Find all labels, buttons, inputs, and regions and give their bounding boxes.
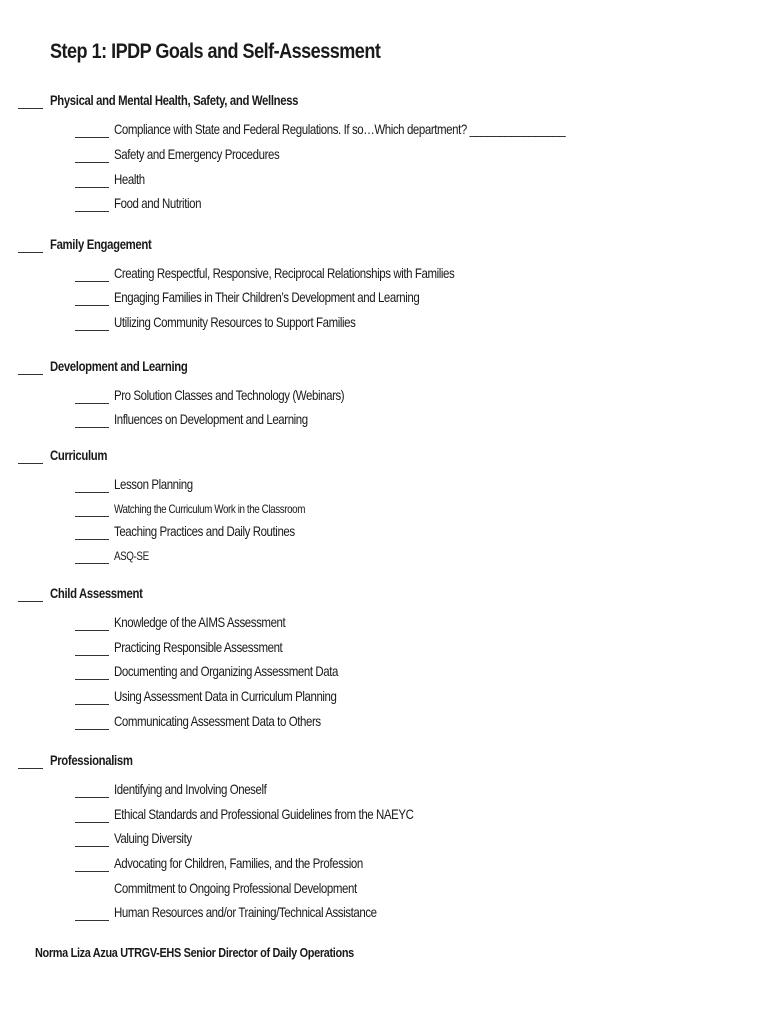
item-checkbox-line[interactable] <box>75 403 109 404</box>
item-label: Watching the Curriculum Work in the Classroom <box>114 502 305 516</box>
section-checkbox-line[interactable] <box>18 463 43 464</box>
section-checkbox-line[interactable] <box>18 601 43 602</box>
item-checkbox-line[interactable] <box>75 162 109 163</box>
section-title: Curriculum <box>50 448 108 463</box>
item-checkbox-line[interactable] <box>75 305 109 306</box>
item-label: Practicing Responsible Assessment <box>114 639 283 655</box>
item-checkbox-line[interactable] <box>75 539 109 540</box>
footer-credit: Norma Liza Azua UTRGV-EHS Senior Director of Daily Operations <box>35 945 354 960</box>
section-checkbox-line[interactable] <box>18 768 43 769</box>
item-checkbox-line[interactable] <box>75 427 109 428</box>
item-checkbox-line[interactable] <box>75 797 109 798</box>
item-label: Teaching Practices and Daily Routines <box>114 523 295 539</box>
item-checkbox-line[interactable] <box>75 281 109 282</box>
item-label: Influences on Development and Learning <box>114 411 308 427</box>
item-label: Identifying and Involving Oneself <box>114 781 267 797</box>
section-checkbox-line[interactable] <box>18 374 43 375</box>
item-checkbox-line[interactable] <box>75 330 109 331</box>
item-label: Documenting and Organizing Assessment Data <box>114 663 339 679</box>
item-label: Lesson Planning <box>114 476 193 492</box>
item-checkbox-line[interactable] <box>75 563 109 564</box>
item-checkbox-line[interactable] <box>75 492 109 493</box>
item-checkbox-line[interactable] <box>75 704 109 705</box>
item-checkbox-line[interactable] <box>75 137 109 138</box>
item-checkbox-line[interactable] <box>75 920 109 921</box>
item-checkbox-line[interactable] <box>75 822 109 823</box>
item-label: Commitment to Ongoing Professional Development <box>114 880 357 896</box>
section-title: Family Engagement <box>50 237 152 252</box>
item-checkbox-line[interactable] <box>75 679 109 680</box>
item-label: Valuing Diversity <box>114 830 192 846</box>
item-label: Compliance with State and Federal Regulations. If so…Which department? ________________ <box>114 121 566 137</box>
item-checkbox-line[interactable] <box>75 630 109 631</box>
section-title: Development and Learning <box>50 359 188 374</box>
item-checkbox-line[interactable] <box>75 211 109 212</box>
item-checkbox-line[interactable] <box>75 655 109 656</box>
item-label: Food and Nutrition <box>114 195 202 211</box>
item-checkbox-line[interactable] <box>75 729 109 730</box>
item-label: Engaging Families in Their Children’s Development and Learning <box>114 289 420 305</box>
item-label: Safety and Emergency Procedures <box>114 146 280 162</box>
item-label: Utilizing Community Resources to Support Families <box>114 314 356 330</box>
item-label: Human Resources and/or Training/Technical Assistance <box>114 904 377 920</box>
item-label: Health <box>114 171 145 187</box>
item-checkbox-line[interactable] <box>75 187 109 188</box>
section-title: Professionalism <box>50 753 133 768</box>
item-label: Advocating for Children, Families, and the Profession <box>114 855 363 871</box>
item-label: ASQ-SE <box>114 549 149 563</box>
item-checkbox-line[interactable] <box>75 846 109 847</box>
item-label: Knowledge of the AIMS Assessment <box>114 614 286 630</box>
item-label: Ethical Standards and Professional Guidelines from the NAEYC <box>114 806 414 822</box>
section-title: Physical and Mental Health, Safety, and Wellness <box>50 93 299 108</box>
section-checkbox-line[interactable] <box>18 108 43 109</box>
item-label: Pro Solution Classes and Technology (Webinars) <box>114 387 345 403</box>
item-checkbox-line[interactable] <box>75 516 109 517</box>
item-label: Communicating Assessment Data to Others <box>114 713 321 729</box>
section-title: Child Assessment <box>50 586 143 601</box>
item-label: Using Assessment Data in Curriculum Planning <box>114 688 337 704</box>
page-title: Step 1: IPDP Goals and Self-Assessment <box>50 40 381 63</box>
item-label: Creating Respectful, Responsive, Reciprocal Relationships with Families <box>114 265 455 281</box>
item-checkbox-line[interactable] <box>75 871 109 872</box>
section-checkbox-line[interactable] <box>18 252 43 253</box>
